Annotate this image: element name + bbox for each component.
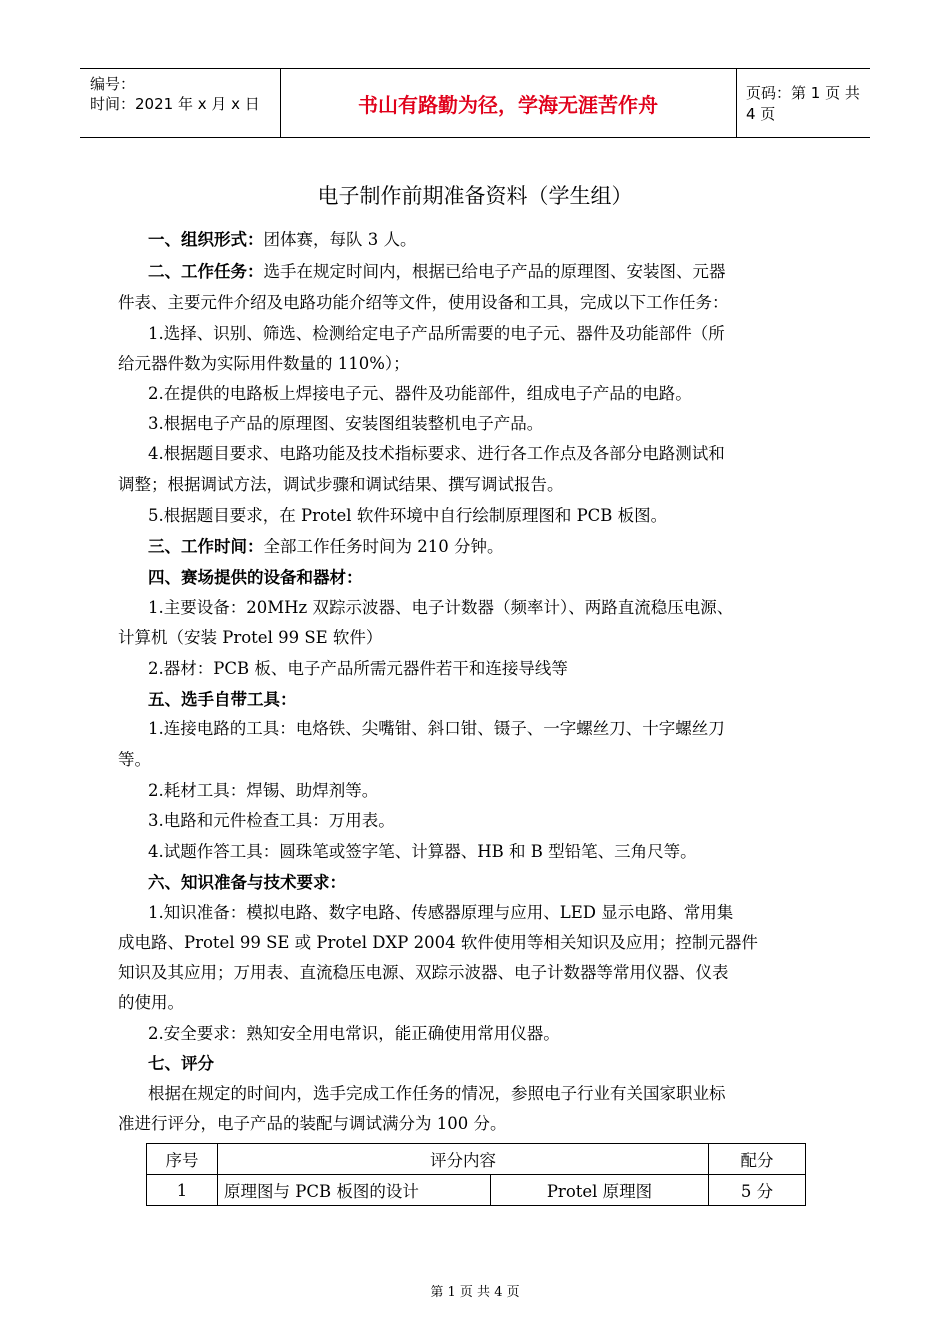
section-heading: 三、工作时间： [148,537,264,556]
section-heading: 四、赛场提供的设备和器材： [148,568,363,587]
line-text: 调整；根据调试方法，调试步骤和调试结果、撰写调试报告。 [118,475,564,494]
document-title: 电子制作前期准备资料（学生组） [317,184,633,208]
line-text: 选手在规定时间内，根据已给电子产品的原理图、安装图、元器 [263,262,726,281]
paragraph-line [148,690,834,710]
table-header-cell: 序号 [147,1144,218,1175]
paragraph-line [148,262,834,282]
paragraph-line [148,719,834,739]
line-text: 3.根据电子产品的原理图、安装图组装整机电子产品。 [148,414,544,433]
paragraph-line [148,444,834,464]
line-text: 1.连接电路的工具：电烙铁、尖嘴钳、斜口钳、镊子、一字螺丝刀、十字螺丝刀 [148,719,725,738]
doc-date-label: 时间：2021 年 x 月 x 日 [90,95,260,113]
line-text: 4.根据题目要求、电路功能及技术指标要求、进行各工作点及各部分电路测试和 [148,444,725,463]
line-text: 1.选择、识别、筛选、检测给定电子产品所需要的电子元、器件及功能部件（所 [148,324,725,343]
line-text: 根据在规定的时间内，选手完成工作任务的情况，参照电子行业有关国家职业标 [148,1084,726,1103]
document-header [80,68,870,138]
line-text: 1.主要设备：20MHz 双踪示波器、电子计数器（频率计）、两路直流稳压电源、 [148,598,734,617]
line-text: 准进行评分，电子产品的装配与调试满分为 100 分。 [118,1114,507,1133]
line-text: 3.电路和元件检查工具：万用表。 [148,811,395,830]
line-text: 2.安全要求：熟知安全用电常识，能正确使用常用仪器。 [148,1024,560,1043]
paragraph-line [118,963,834,983]
section-heading: 五、选手自带工具： [148,690,297,709]
paragraph-line [118,1114,834,1134]
paragraph-line [148,903,834,923]
paragraph-line [148,537,834,557]
paragraph-line [148,842,834,862]
line-text: 4.试题作答工具：圆珠笔或签字笔、计算器、HB 和 B 型铅笔、三角尺等。 [148,842,697,861]
line-text: 2.在提供的电路板上焊接电子元、器件及功能部件，组成电子产品的电路。 [148,384,692,403]
line-text: 给元器件数为实际用件数量的 110%）； [118,354,410,373]
paragraph-line [118,993,834,1013]
header-meta [80,69,281,137]
line-text: 2.器材：PCB 板、电子产品所需元器件若干和连接导线等 [148,659,568,678]
paragraph-line [118,933,834,953]
paragraph-line [148,384,834,404]
paragraph-line [148,598,834,618]
line-text: 5.根据题目要求，在 Protel 软件环境中自行绘制原理图和 PCB 板图。 [148,506,668,525]
table-header-cell: 评分内容 [218,1144,709,1175]
table-cell: Protel 原理图 [491,1175,709,1206]
paragraph-line [148,781,834,801]
line-text: 等。 [118,750,151,769]
paragraph-line [148,414,834,434]
paragraph-line [148,811,834,831]
paragraph-line [118,293,834,313]
header-motto: 书山有路勤为径，学海无涯苦作舟 [280,69,737,137]
paragraph-line [148,1054,834,1074]
paragraph-line [148,230,834,250]
paragraph-line [148,873,834,893]
table-row [147,1175,806,1206]
line-text: 团体赛，每队 3 人。 [263,230,417,249]
line-text: 全部工作任务时间为 210 分钟。 [263,537,504,556]
paragraph-line [118,628,834,648]
line-text: 2.耗材工具：焊锡、助焊剂等。 [148,781,379,800]
line-text: 知识及其应用；万用表、直流稳压电源、双踪示波器、电子计数器等常用仪器、仪表 [118,963,729,982]
line-text: 件表、主要元件介绍及电路功能介绍等文件，使用设备和工具，完成以下工作任务： [118,293,729,312]
doc-number-label: 编号： [90,75,136,93]
section-heading: 七、评分 [148,1054,214,1073]
paragraph-line [148,659,834,679]
paragraph-line [148,568,834,588]
table-cell: 5 分 [709,1175,806,1206]
section-heading: 二、工作任务： [148,262,264,281]
line-text: 的使用。 [118,993,184,1012]
section-heading: 六、知识准备与技术要求： [148,873,346,892]
line-text: 1.知识准备：模拟电路、数字电路、传感器原理与应用、LED 显示电路、常用集 [148,903,734,922]
score-table [146,1143,806,1206]
line-text: 计算机（安装 Protel 99 SE 软件） [118,628,383,647]
paragraph-line [148,1024,834,1044]
header-page-label: 页码：第 1 页 共 4 页 [746,84,860,123]
line-text: 成电路、Protel 99 SE 或 Protel DXP 2004 软件使用等相关知识及应用；控制元器件 [118,933,758,952]
paragraph-line [118,750,834,770]
table-header-cell: 配分 [709,1144,806,1175]
paragraph-line [148,324,834,344]
page-footer: 第 1 页 共 4 页 [430,1285,520,1300]
paragraph-line [118,354,834,374]
table-header-row [147,1144,806,1175]
table-cell: 原理图与 PCB 板图的设计 [218,1175,491,1206]
section-heading: 一、组织形式： [148,230,264,249]
paragraph-line [118,475,834,495]
table-cell: 1 [147,1175,218,1206]
paragraph-line [148,506,834,526]
paragraph-line [148,1084,834,1104]
